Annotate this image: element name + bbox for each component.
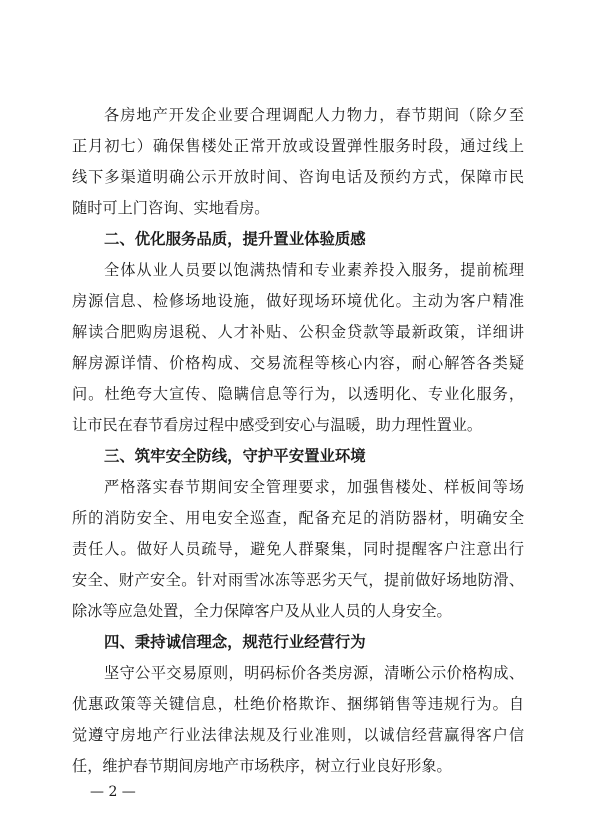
paragraph-3-line-3: 责任人。做好人员疏导，避免人群聚集，同时提醒客户注意出行: [72, 540, 524, 558]
section-heading-2: 二、优化服务品质，提升置业体验质感: [104, 230, 366, 248]
paragraph-1-line-2: 正月初七）确保售楼处正常开放或设置弹性服务时段，通过线上: [72, 137, 524, 155]
paragraph-1-line-3: 线下多渠道明确公示开放时间、咨询电话及预约方式，保障市民: [72, 168, 524, 186]
page-number: — 2 —: [90, 784, 136, 800]
section-heading-3: 三、筑牢安全防线，守护平安置业环境: [104, 447, 366, 465]
paragraph-2-line-2: 房源信息、检修场地设施，做好现场环境优化。主动为客户精准: [72, 292, 524, 310]
paragraph-2-line-3: 解读合肥购房退税、人才补贴、公积金贷款等最新政策，详细讲: [72, 323, 524, 341]
paragraph-4-line-1: 坚守公平交易原则，明码标价各类房源，清晰公示价格构成、: [104, 664, 524, 682]
paragraph-3-line-1: 严格落实春节期间安全管理要求，加强售楼处、样板间等场: [104, 478, 524, 496]
paragraph-2-line-5: 问。杜绝夸大宣传、隐瞒信息等行为，以透明化、专业化服务，: [72, 385, 524, 403]
paragraph-2-line-4: 解房源详情、价格构成、交易流程等核心内容，耐心解答各类疑: [72, 354, 524, 372]
section-heading-4: 四、秉持诚信理念，规范行业经营行为: [104, 633, 366, 651]
paragraph-2-line-1: 全体从业人员要以饱满热情和专业素养投入服务，提前梳理: [104, 261, 524, 279]
paragraph-3-line-4: 安全、财产安全。针对雨雪冰冻等恶劣天气，提前做好场地防滑、: [72, 571, 524, 589]
paragraph-1-line-1: 各房地产开发企业要合理调配人力物力，春节期间（除夕至: [104, 106, 524, 124]
paragraph-4-line-2: 优惠政策等关键信息，杜绝价格欺诈、捆绑销售等违规行为。自: [72, 695, 524, 713]
paragraph-2-line-6: 让市民在春节看房过程中感受到安心与温暖，助力理性置业。: [72, 416, 483, 434]
paragraph-3-line-2: 所的消防安全、用电安全巡查，配备充足的消防器材，明确安全: [72, 509, 524, 527]
paragraph-1-line-4: 随时可上门咨询、实地看房。: [72, 199, 270, 217]
paragraph-3-line-5: 除冰等应急处置，全力保障客户及从业人员的人身安全。: [72, 602, 452, 620]
paragraph-4-line-3: 觉遵守房地产行业法律法规及行业准则，以诚信经营赢得客户信: [72, 726, 524, 744]
paragraph-4-line-4: 任，维护春节期间房地产市场秩序，树立行业良好形象。: [72, 757, 452, 775]
